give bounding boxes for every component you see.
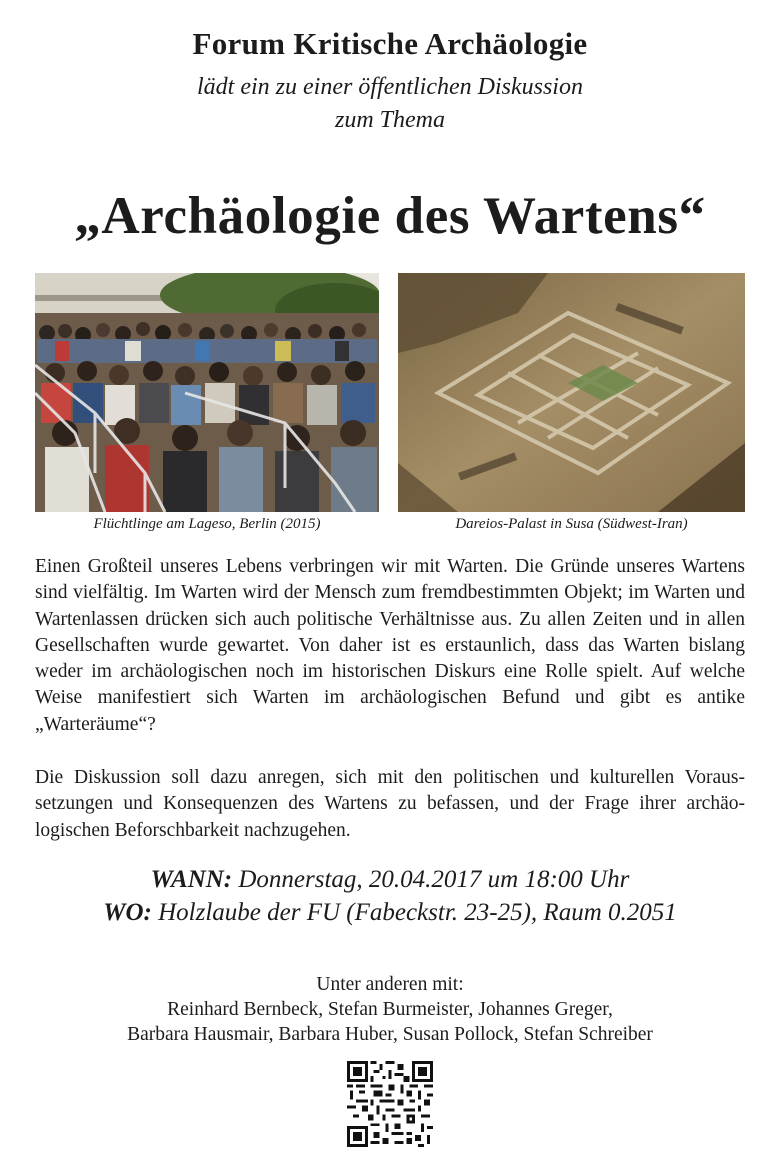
invitation-line-2: zum Thema xyxy=(334,107,445,133)
description-paragraph-2: Die Diskussion soll dazu anregen, sich mit den politischen und kulturellen Voraussetzungen und Konsequenzen des Wartens zu befassen, und der Frage ihrer archäologischen Beforschbarkeit nachzugehen. xyxy=(35,767,745,841)
participants-heading: Unter anderen mit: xyxy=(316,974,464,995)
when-value: Donnerstag, 20.04.2017 um 18:00 Uhr xyxy=(238,866,630,893)
description-paragraph-1: Einen Großteil unseres Lebens verbringen wir mit Warten. Die Gründe unseres Wartens sind vielfältig. Im Warten wird der Mensch zum fremdbestimmten Objekt; im Warten und Wartenlassen drücken sich auch politische Verhältnisse aus. Zu allen Zeiten und in allen Gesellschaften wurde gewartet. Von daher ist es erstaunlich, dass das Warten bislang weder im archäologischen noch im historischen Diskurs eine Rolle spielt. Auf welche Weise manifestiert sich Warten im archäologischen Befund und gibt es antike „Warteräume“? xyxy=(35,556,745,735)
qr-code-icon[interactable] xyxy=(347,1061,433,1147)
event-where xyxy=(0,899,780,927)
invitation-line-1: lädt ein zu einer öffentlichen Diskussion xyxy=(197,74,583,100)
organization-name: Forum Kritische Archäologie xyxy=(192,26,588,61)
poster-title: „Archäologie des Wartens“ xyxy=(74,187,706,245)
crowd-photo-icon xyxy=(35,273,379,512)
where-label: WO: xyxy=(103,899,152,926)
photo-caption-right: Dareios-Palast in Susa (Südwest-Iran) xyxy=(455,516,688,532)
photo-caption-left: Flüchtlinge am Lageso, Berlin (2015) xyxy=(93,516,321,532)
participants-line-2: Barbara Hausmair, Barbara Huber, Susan Pollock, Stefan Schreiber xyxy=(127,1024,653,1045)
participants-line-1: Reinhard Bernbeck, Stefan Burmeister, Johannes Greger, xyxy=(167,999,613,1020)
palace-ruins-photo-icon xyxy=(398,273,745,512)
event-when xyxy=(0,866,780,894)
when-label: WANN: xyxy=(150,866,233,893)
where-value: Holzlaube der FU (Fabeckstr. 23-25), Raum 0.2051 xyxy=(158,899,677,926)
